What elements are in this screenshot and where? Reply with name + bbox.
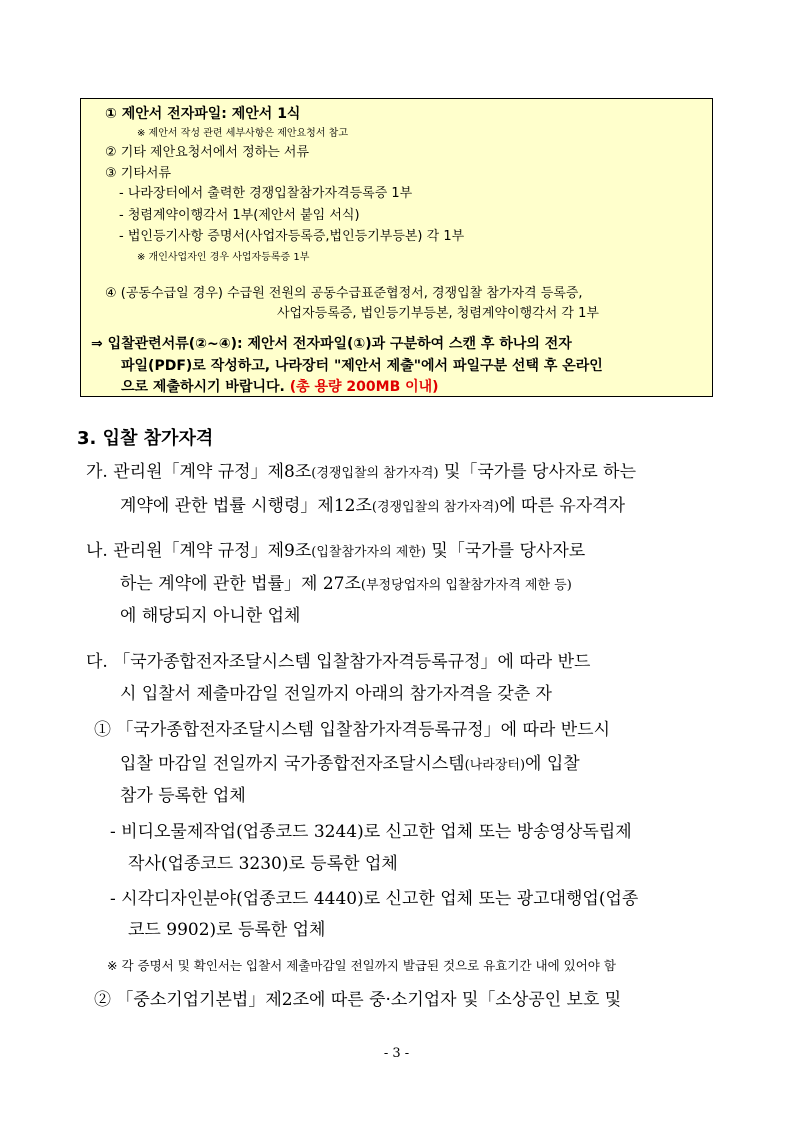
box-line-2: ※ 제안서 작성 관련 세부사항은 제안요청서 참고 xyxy=(137,128,348,139)
circle-item-1-line-2 xyxy=(120,752,580,778)
item-na-line-1-b: 및「국가를 당사자로 xyxy=(426,541,586,561)
item-ga-line-1-a: 가. 관리원「계약 규정」제8조 xyxy=(86,462,312,482)
page-number: - 3 - xyxy=(383,1046,410,1061)
item-ga-line-2-sub: (경쟁입찰의 참가자격) xyxy=(371,500,500,515)
dash-item-1-line-1: - 비디오물제작업(업종코드 3244)로 신고한 업체 또는 방송영상독립제 xyxy=(110,822,632,842)
box-bold-line-3 xyxy=(121,378,439,396)
box-line-5: - 나라장터에서 출력한 경쟁입찰참가자격등록증 1부 xyxy=(119,186,413,201)
box-line-9: ④ (공동수급일 경우) 수급원 전원의 공동수급표준협정서, 경쟁입찰 참가자격 등록증, xyxy=(105,286,583,301)
item-na-line-1-a: 나. 관리원「계약 규정」제9조 xyxy=(86,541,312,561)
circle-item-1-line-2-sub: (나라장터) xyxy=(464,758,526,773)
item-ga-line-2-b: 에 따른 유자격자 xyxy=(499,496,625,516)
box-line-1-number: ① xyxy=(105,106,117,122)
box-bold-line-1: ⇒ 입찰관련서류(②~④): 제안서 전자파일(①)과 구분하여 스캔 후 하나의 전자 xyxy=(91,336,572,352)
box-bold-line-2: 파일(PDF)로 작성하고, 나라장터 "제안서 제출"에서 파일구분 선택 후 온라인 xyxy=(121,358,603,374)
box-line-7: - 법인등기사항 증명서(사업자등록증,법인등기부등본) 각 1부 xyxy=(119,229,465,244)
dash-item-2-line-1: - 시각디자인분야(업종코드 4440)로 신고한 업체 또는 광고대행업(업종 xyxy=(110,889,639,909)
circle-item-1-line-1: ① 「국가종합전자조달시스템 입찰참가자격등록규정」에 따라 반드시 xyxy=(94,720,611,740)
item-ga-line-1-sub: (경쟁입찰의 참가자격) xyxy=(311,466,439,481)
item-da-line-1: 다. 「국가종합전자조달시스템 입찰참가자격등록규정」에 따라 반드 xyxy=(86,652,591,672)
box-line-1 xyxy=(105,105,300,123)
item-na-line-2 xyxy=(120,572,572,598)
box-bold-line-3-text: 으로 제출하시기 바랍니다. xyxy=(121,379,285,395)
circle-item-2-line-1: ② 「중소기업기본법」제2조에 따른 중·소기업자 및「소상공인 보호 및 xyxy=(94,990,622,1010)
circle-item-1-line-3: 참가 등록한 업체 xyxy=(120,786,246,806)
required-documents-box xyxy=(80,98,713,397)
item-ga-line-2-a: 계약에 관한 법률 시행령」제12조 xyxy=(120,496,372,516)
item-ga-line-1 xyxy=(86,460,636,486)
box-line-1-text: 제안서 전자파일: 제안서 1식 xyxy=(121,106,301,122)
circle-item-1-line-2-a: 입찰 마감일 전일까지 국가종합전자조달시스템 xyxy=(120,754,465,774)
dash-item-1-line-2: 작사(업종코드 3230)로 등록한 업체 xyxy=(128,854,398,874)
section-title: 3. 입찰 참가자격 xyxy=(77,428,214,449)
item-ga-line-1-b: 및「국가를 당사자로 하는 xyxy=(438,462,636,482)
box-line-6: - 청렴계약이행각서 1부(제안서 붙임 서식) xyxy=(119,208,360,223)
item-da-line-2: 시 입찰서 제출마감일 전일까지 아래의 참가자격을 갖춘 자 xyxy=(120,684,552,704)
box-line-8: ※ 개인사업자인 경우 사업자등록증 1부 xyxy=(137,252,310,263)
box-line-3: ② 기타 제안요청서에서 정하는 서류 xyxy=(105,145,309,160)
box-line-10: 사업자등록증, 법인등기부등본, 청렴계약이행각서 각 1부 xyxy=(277,306,599,321)
size-limit-note: (총 용량 200MB 이내) xyxy=(289,379,439,395)
item-na-line-3: 에 해당되지 아니한 업체 xyxy=(120,606,301,626)
item-na-line-1 xyxy=(86,539,585,565)
validity-note: ※ 각 증명서 및 확인서는 입찰서 제출마감일 전일까지 발급된 것으로 유효기간 내에 있어야 함 xyxy=(107,958,616,973)
box-line-4: ③ 기타서류 xyxy=(105,166,172,181)
item-na-line-2-sub: (부정당업자의 입찰참가자격 제한 등) xyxy=(360,578,572,593)
item-na-line-1-sub: (입찰참가자의 제한) xyxy=(311,545,426,560)
circle-item-1-line-2-b: 에 입찰 xyxy=(525,754,580,774)
dash-item-2-line-2: 코드 9902)로 등록한 업체 xyxy=(128,920,326,940)
item-ga-line-2 xyxy=(120,494,625,520)
item-na-line-2-a: 하는 계약에 관한 법률」제 27조 xyxy=(120,574,361,594)
